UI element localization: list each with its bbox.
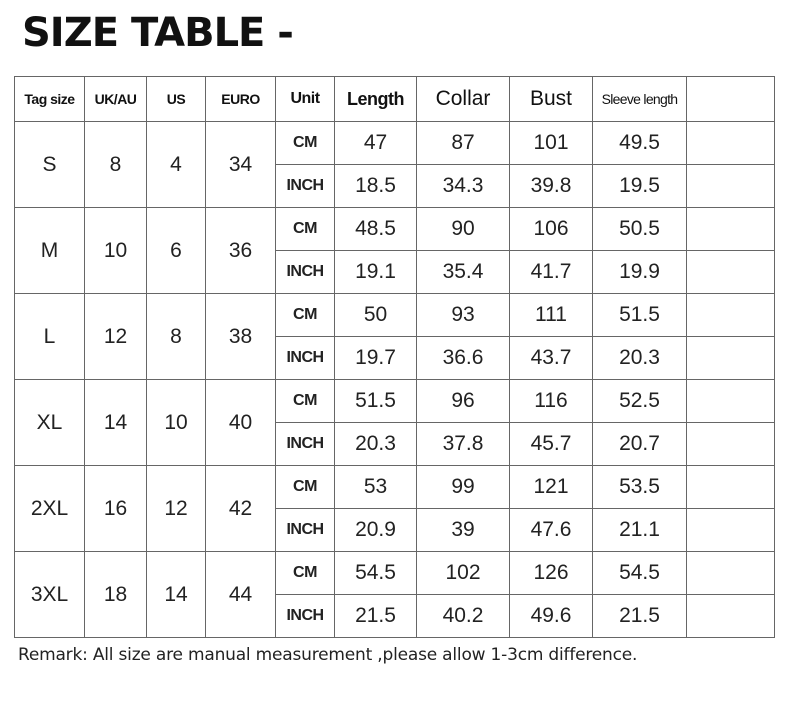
blank-cell (687, 294, 775, 337)
size-cell: 3XL (15, 552, 85, 638)
collar-cell: 36.6 (417, 337, 510, 380)
euro-cell: 34 (206, 122, 276, 208)
unit-cell: INCH (276, 423, 335, 466)
bust-cell: 45.7 (510, 423, 593, 466)
us-cell: 8 (147, 294, 206, 380)
header-euro: EURO (206, 77, 276, 122)
length-cell: 20.3 (335, 423, 417, 466)
sleeve-length-cell: 50.5 (593, 208, 687, 251)
sleeve-length-cell: 53.5 (593, 466, 687, 509)
length-cell: 19.7 (335, 337, 417, 380)
remark-text: Remark: All size are manual measurement ,please allow 1-3cm difference. (18, 645, 638, 665)
size-cell: 2XL (15, 466, 85, 552)
blank-cell (687, 251, 775, 294)
collar-cell: 90 (417, 208, 510, 251)
header-tag-size: Tag size (15, 77, 85, 122)
bust-cell: 126 (510, 552, 593, 595)
bust-cell: 101 (510, 122, 593, 165)
bust-cell: 47.6 (510, 509, 593, 552)
header-sleeve-length: Sleeve length (593, 77, 687, 122)
uk-au-cell: 18 (85, 552, 147, 638)
bust-cell: 106 (510, 208, 593, 251)
collar-cell: 37.8 (417, 423, 510, 466)
us-cell: 4 (147, 122, 206, 208)
length-cell: 20.9 (335, 509, 417, 552)
unit-cell: INCH (276, 251, 335, 294)
header-blank (687, 77, 775, 122)
table-row (15, 122, 775, 165)
table-row (15, 380, 775, 423)
sleeve-length-cell: 19.9 (593, 251, 687, 294)
unit-cell: INCH (276, 337, 335, 380)
unit-cell: CM (276, 208, 335, 251)
length-cell: 51.5 (335, 380, 417, 423)
unit-cell: CM (276, 380, 335, 423)
uk-au-cell: 8 (85, 122, 147, 208)
table-row (15, 294, 775, 337)
size-table (14, 76, 775, 638)
length-cell: 48.5 (335, 208, 417, 251)
bust-cell: 39.8 (510, 165, 593, 208)
length-cell: 53 (335, 466, 417, 509)
blank-cell (687, 509, 775, 552)
collar-cell: 93 (417, 294, 510, 337)
uk-au-cell: 14 (85, 380, 147, 466)
size-cell: XL (15, 380, 85, 466)
page-title: SIZE TABLE - (22, 10, 293, 56)
collar-cell: 87 (417, 122, 510, 165)
size-cell: M (15, 208, 85, 294)
bust-cell: 111 (510, 294, 593, 337)
bust-cell: 121 (510, 466, 593, 509)
length-cell: 19.1 (335, 251, 417, 294)
blank-cell (687, 208, 775, 251)
bust-cell: 41.7 (510, 251, 593, 294)
blank-cell (687, 380, 775, 423)
euro-cell: 44 (206, 552, 276, 638)
uk-au-cell: 10 (85, 208, 147, 294)
sleeve-length-cell: 21.1 (593, 509, 687, 552)
euro-cell: 36 (206, 208, 276, 294)
collar-cell: 96 (417, 380, 510, 423)
table-body (15, 122, 775, 638)
euro-cell: 40 (206, 380, 276, 466)
collar-cell: 102 (417, 552, 510, 595)
length-cell: 50 (335, 294, 417, 337)
table-row (15, 208, 775, 251)
us-cell: 6 (147, 208, 206, 294)
bust-cell: 49.6 (510, 595, 593, 638)
collar-cell: 40.2 (417, 595, 510, 638)
blank-cell (687, 466, 775, 509)
unit-cell: CM (276, 122, 335, 165)
euro-cell: 42 (206, 466, 276, 552)
bust-cell: 43.7 (510, 337, 593, 380)
sleeve-length-cell: 19.5 (593, 165, 687, 208)
blank-cell (687, 552, 775, 595)
header-unit: Unit (276, 77, 335, 122)
unit-cell: INCH (276, 509, 335, 552)
unit-cell: CM (276, 294, 335, 337)
us-cell: 12 (147, 466, 206, 552)
unit-cell: INCH (276, 595, 335, 638)
blank-cell (687, 337, 775, 380)
uk-au-cell: 12 (85, 294, 147, 380)
sleeve-length-cell: 52.5 (593, 380, 687, 423)
us-cell: 14 (147, 552, 206, 638)
header-length: Length (335, 77, 417, 122)
sleeve-length-cell: 20.3 (593, 337, 687, 380)
header-uk-au: UK/AU (85, 77, 147, 122)
blank-cell (687, 595, 775, 638)
header-us: US (147, 77, 206, 122)
size-cell: S (15, 122, 85, 208)
unit-cell: INCH (276, 165, 335, 208)
sleeve-length-cell: 21.5 (593, 595, 687, 638)
euro-cell: 38 (206, 294, 276, 380)
sleeve-length-cell: 49.5 (593, 122, 687, 165)
length-cell: 47 (335, 122, 417, 165)
sleeve-length-cell: 54.5 (593, 552, 687, 595)
us-cell: 10 (147, 380, 206, 466)
collar-cell: 35.4 (417, 251, 510, 294)
blank-cell (687, 165, 775, 208)
blank-cell (687, 423, 775, 466)
header-collar: Collar (417, 77, 510, 122)
header-bust: Bust (510, 77, 593, 122)
length-cell: 21.5 (335, 595, 417, 638)
table-row (15, 466, 775, 509)
blank-cell (687, 122, 775, 165)
collar-cell: 34.3 (417, 165, 510, 208)
collar-cell: 99 (417, 466, 510, 509)
unit-cell: CM (276, 552, 335, 595)
table-row (15, 552, 775, 595)
bust-cell: 116 (510, 380, 593, 423)
sleeve-length-cell: 20.7 (593, 423, 687, 466)
size-cell: L (15, 294, 85, 380)
uk-au-cell: 16 (85, 466, 147, 552)
header-row (15, 77, 775, 122)
length-cell: 54.5 (335, 552, 417, 595)
collar-cell: 39 (417, 509, 510, 552)
sleeve-length-cell: 51.5 (593, 294, 687, 337)
length-cell: 18.5 (335, 165, 417, 208)
unit-cell: CM (276, 466, 335, 509)
